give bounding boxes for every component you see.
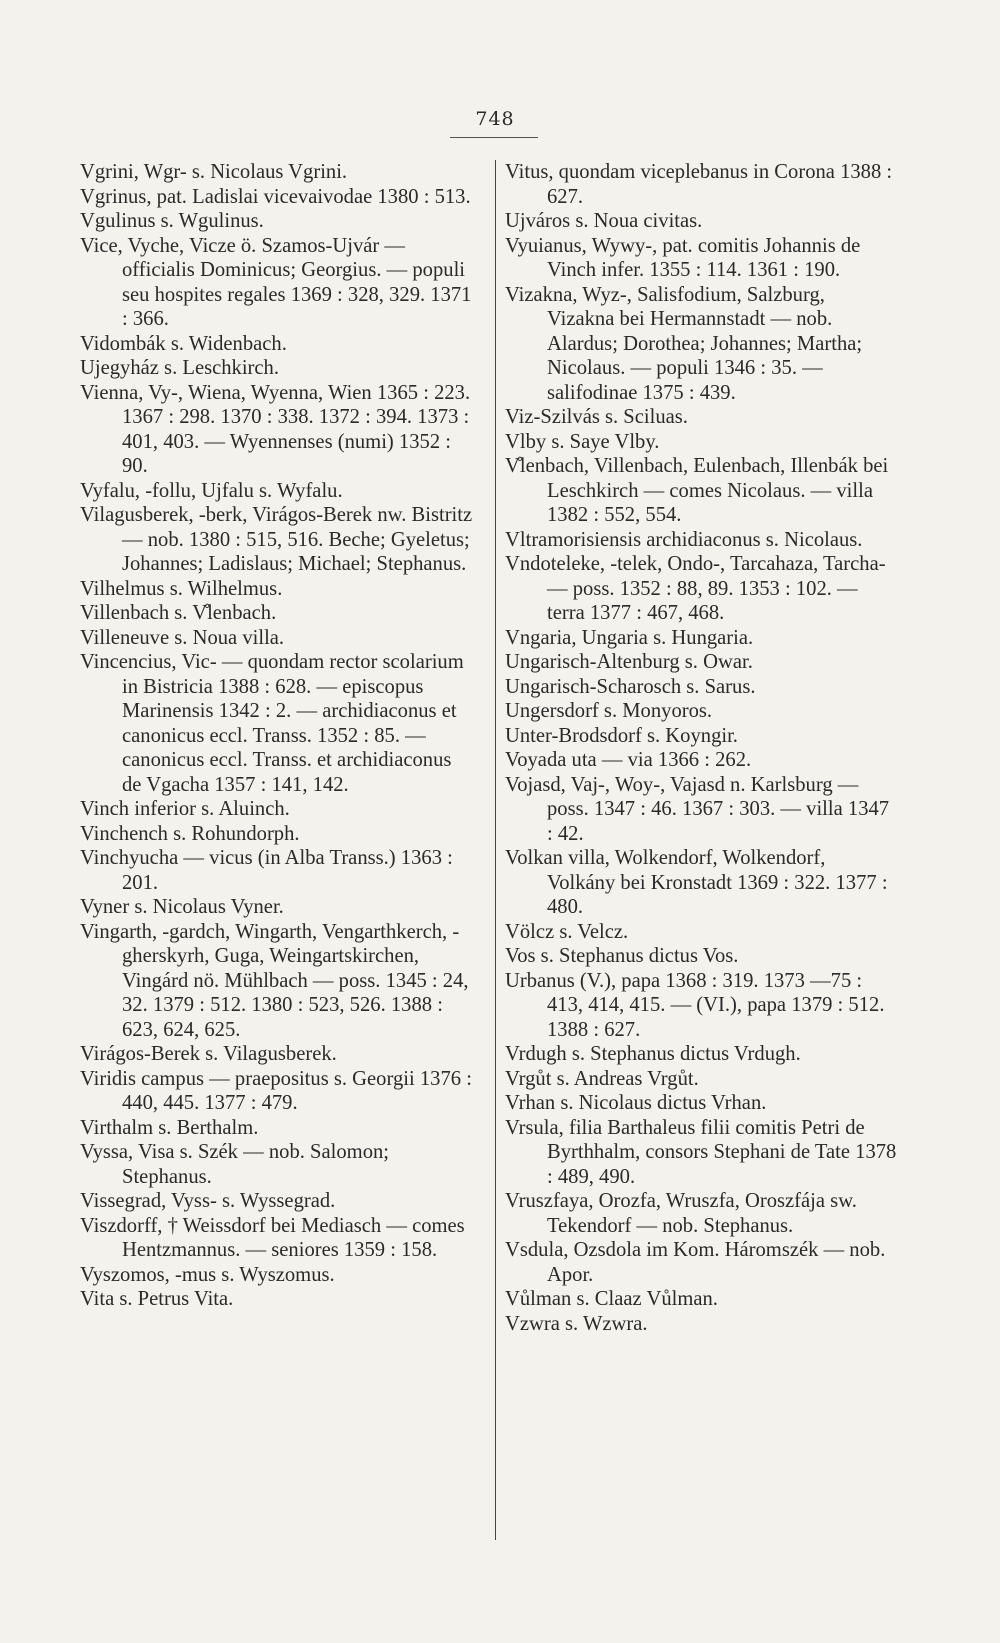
index-entry: Vruszfaya, Orozfa, Wruszfa, Oroszfája sw. Tekendorf — nob. Stephanus. (505, 1190, 857, 1237)
index-entry: Vidombák s. Widenbach. (80, 332, 287, 355)
index-entry: Vincencius, Vic- — quondam rector scolarium in Bistricia 1388 : 628. — episcopus Marinensis 1342 : 2. — archidiaconus et canonicus eccl. Transs. 1352 : 85. — canonicus eccl. Transs. et archidiaconus de Vgacha 1357 : 141, 142. (80, 651, 464, 796)
index-entry: Viridis campus — praepositus s. Georgii 1376 : 440, 445. 1377 : 479. (80, 1067, 472, 1114)
index-entry: Vitus, quondam viceplebanus in Corona 1388 : 627. (505, 161, 893, 208)
index-entry: Vgrinus, pat. Ladislai vicevaivodae 1380 : 513. (80, 185, 471, 208)
index-entry: Vienna, Vy-, Wiena, Wyenna, Wien 1365 : 223. 1367 : 298. 1370 : 338. 1372 : 394. 1373 : 401, 403. — Wyennenses (numi) 1352 : 90. (80, 381, 471, 477)
index-entry: Villeneuve s. Noua villa. (80, 626, 285, 649)
index-entry: Viz-Szilvás s. Sciluas. (505, 406, 688, 428)
index-entry: Vingarth, -gardch, Wingarth, Vengarthkerch, -gherskyrh, Guga, Weingartskirchen, Vingárd nö. Mühlbach — poss. 1345 : 24, 32. 1379 : 512. 1380 : 523, 526. 1388 : 623, 624, 625. (80, 920, 469, 1041)
index-entry: Vrsula, filia Barthaleus filii comitis Petri de Byrthhalm, consors Stephani de Tate 1378 : 489, 490. (505, 1116, 897, 1188)
right-column (505, 160, 897, 1336)
index-entry: Virthalm s. Berthalm. (80, 1116, 259, 1139)
index-entry: Vilhelmus s. Wilhelmus. (80, 577, 283, 600)
index-entry: Vos s. Stephanus dictus Vos. (505, 945, 739, 967)
index-entry: Vissegrad, Vyss- s. Wyssegrad. (80, 1190, 336, 1212)
index-entry: Voyada uta — via 1366 : 262. (505, 749, 752, 771)
index-entry: Vita s. Petrus Vita. (80, 1288, 234, 1310)
index-entry: Vojasd, Vaj-, Woy-, Vajasd n. Karlsburg — poss. 1347 : 46. 1367 : 303. — villa 1347 : 42. (505, 773, 890, 845)
index-entry: Vlby s. Saye Vlby. (505, 430, 660, 453)
index-entry: Völcz s. Velcz. (505, 920, 629, 943)
index-entry: V̊lenbach, Villenbach, Eulenbach, Illenbák bei Leschkirch — comes Nicolaus. — villa 1382 : 552, 554. (505, 455, 889, 526)
index-entry: Ungarisch-Altenburg s. Owar. (505, 651, 753, 673)
index-entry: Ujváros s. Noua civitas. (505, 210, 703, 232)
index-entry: Viszdorff, † Weissdorf bei Mediasch — comes Hentzmannus. — seniores 1359 : 158. (80, 1214, 465, 1261)
index-entry: Volkan villa, Wolkendorf, Wolkendorf, Volkány bei Kronstadt 1369 : 322. 1377 : 480. (505, 847, 888, 918)
index-entry: Vyssa, Visa s. Szék — nob. Salomon; Stephanus. (80, 1141, 390, 1188)
index-entry: Vizakna, Wyz-, Salisfodium, Salzburg, Vizakna bei Hermannstadt — nob. Alardus; Dorothea; Johannes; Martha; Nicolaus. — populi 1346 : 35. — salifodinae 1375 : 439. (505, 283, 863, 404)
index-entry: Unter-Brodsdorf s. Koyngir. (505, 724, 738, 747)
index-entry: Ungersdorf s. Monyoros. (505, 700, 713, 722)
index-entry: Vice, Vyche, Vicze ö. Szamos-Ujvár — officialis Dominicus; Georgius. — populi seu hospites regales 1369 : 328, 329. 1371 : 366. (80, 234, 472, 330)
index-entry: Vyszomos, -mus s. Wyszomus. (80, 1263, 335, 1286)
index-entry: Vgrini, Wgr- s. Nicolaus Vgrini. (80, 161, 348, 183)
page-number: 748 (475, 108, 515, 130)
index-entry: Vngaria, Ungaria s. Hungaria. (505, 626, 754, 649)
index-entry: Ujegyház s. Leschkirch. (80, 357, 279, 379)
index-entry: Villenbach s. V̊lenbach. (80, 602, 277, 624)
index-entry: Vinch inferior s. Aluinch. (80, 798, 290, 820)
index-entry: Virágos-Berek s. Vilagusberek. (80, 1043, 337, 1065)
index-entry: Vinchench s. Rohundorph. (80, 822, 300, 845)
index-entry: Vyfalu, -follu, Ujfalu s. Wyfalu. (80, 479, 343, 502)
index-entry: Vltramorisiensis archidiaconus s. Nicolaus. (505, 528, 863, 551)
index-entry: Vsdula, Ozsdola im Kom. Háromszék — nob. Apor. (505, 1239, 886, 1286)
index-entry: Vilagusberek, -berk, Virágos-Berek nw. Bistritz — nob. 1380 : 515, 516. Beche; Gyeletus; Johannes; Ladislaus; Michael; Stephanus. (80, 504, 473, 575)
index-entry: Vrgůt s. Andreas Vrgůt. (505, 1067, 699, 1090)
index-entry: Vrdugh s. Stephanus dictus Vrdugh. (505, 1043, 801, 1065)
index-entry: Vyuianus, Wywy-, pat. comitis Johannis de Vinch infer. 1355 : 114. 1361 : 190. (505, 234, 861, 281)
index-entry: Vyner s. Nicolaus Vyner. (80, 896, 284, 918)
index-entry: Vrhan s. Nicolaus dictus Vrhan. (505, 1092, 767, 1114)
index-entry: Urbanus (V.), papa 1368 : 319. 1373 —75 : 413, 414, 415. — (VI.), papa 1379 : 512. 1388 : 627. (505, 969, 885, 1041)
index-entry: Vndoteleke, -telek, Ondo-, Tarcahaza, Tarcha- — poss. 1352 : 88, 89. 1353 : 102. — terra 1377 : 467, 468. (505, 553, 886, 624)
index-entry: Vzwra s. Wzwra. (505, 1312, 648, 1335)
left-column (80, 160, 475, 1312)
index-entry: Vinchyucha — vicus (in Alba Transs.) 1363 : 201. (80, 847, 453, 894)
column-divider (495, 160, 496, 1540)
index-entry: Ungarisch-Scharosch s. Sarus. (505, 675, 756, 698)
header-rule (450, 137, 538, 138)
index-entry: Vůlman s. Claaz Vůlman. (505, 1288, 718, 1310)
index-entry: Vgulinus s. Wgulinus. (80, 210, 264, 232)
